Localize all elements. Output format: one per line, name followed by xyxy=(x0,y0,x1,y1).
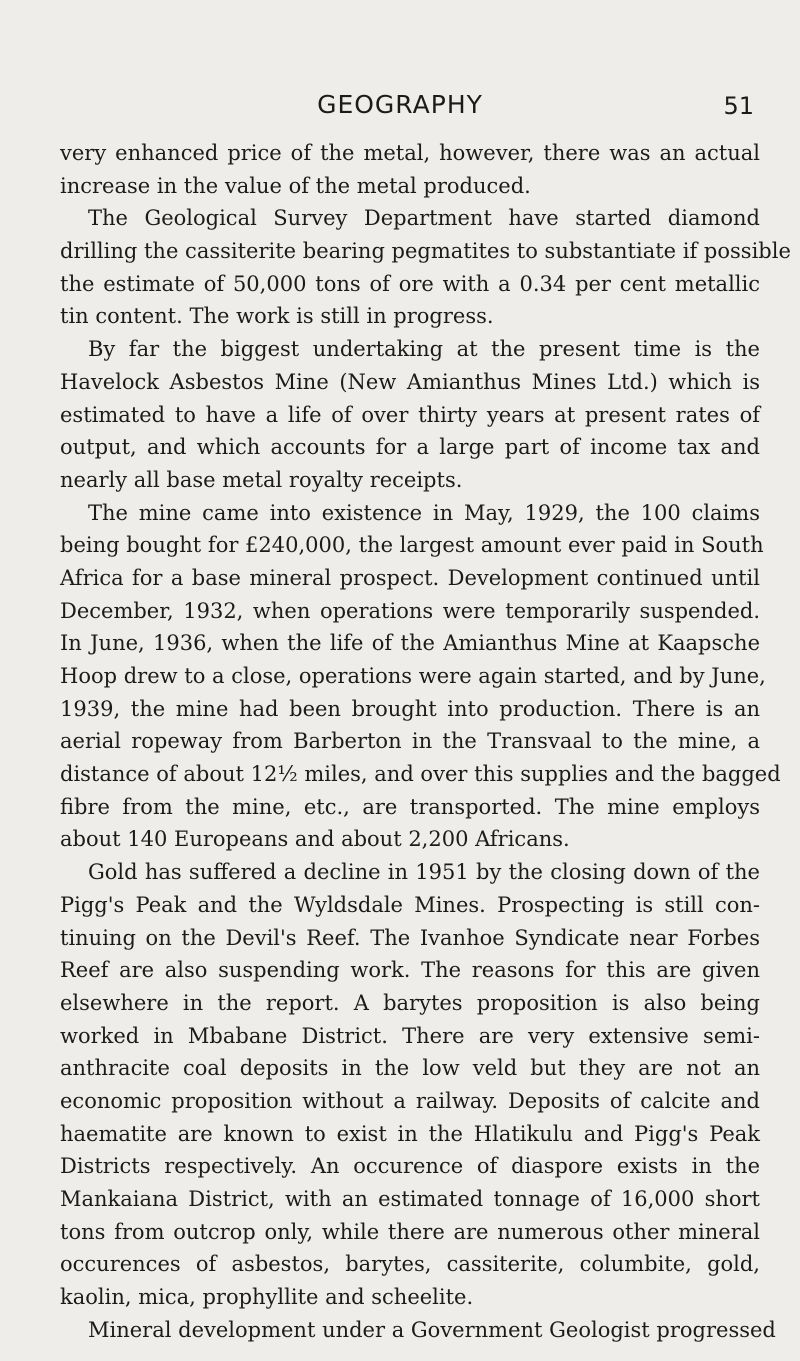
text-line: elsewhere in the report. A barytes proposition is also being xyxy=(60,990,760,1015)
text-line: tinuing on the Devil's Reef. The Ivanhoe Syndicate near Forbes xyxy=(60,925,760,950)
text-line: The mine came into existence in May, 1929, the 100 claims xyxy=(88,500,760,525)
text-line: very enhanced price of the metal, however, there was an actual xyxy=(60,141,760,165)
text-line: economic proposition without a railway. Deposits of calcite and xyxy=(60,1088,760,1113)
text-line: The Geological Survey Department have started diamond xyxy=(88,206,760,231)
text-line: Reef are also suspending work. The reasons for this are given xyxy=(60,958,760,983)
page-number: 51 xyxy=(723,92,754,120)
page-header xyxy=(0,90,800,130)
text-line: By far the biggest undertaking at the present time is the xyxy=(88,337,760,362)
text-line: tin content. The work is still in progress. xyxy=(60,304,494,329)
text-line: Pigg's Peak and the Wyldsdale Mines. Prospecting is still con- xyxy=(60,892,760,917)
text-line: the estimate of 50,000 tons of ore with a 0.34 per cent metallic xyxy=(60,271,760,296)
text-line: Africa for a base mineral prospect. Development continued until xyxy=(60,565,760,590)
running-head: GEOGRAPHY xyxy=(317,90,483,119)
text-line: increase in the value of the metal produced. xyxy=(60,173,531,198)
text-line: In June, 1936, when the life of the Amianthus Mine at Kaapsche xyxy=(60,631,760,656)
text-line: kaolin, mica, prophyllite and scheelite. xyxy=(60,1285,474,1310)
text-line: estimated to have a life of over thirty years at present rates of xyxy=(60,402,760,427)
body-text xyxy=(60,137,791,1346)
text-line: Mankaiana District, with an estimated tonnage of 16,000 short xyxy=(60,1187,760,1211)
text-line: haematite are known to exist in the Hlatikulu and Pigg's Peak xyxy=(60,1121,760,1146)
text-line: fibre from the mine, etc., are transported. The mine employs xyxy=(60,794,760,819)
text-line: nearly all base metal royalty receipts. xyxy=(60,467,463,492)
text-line: drilling the cassiterite bearing pegmatites to substantiate if possible xyxy=(60,239,791,264)
text-line: occurences of asbestos, barytes, cassiterite, columbite, gold, xyxy=(60,1252,760,1277)
text-line: about 140 Europeans and about 2,200 Africans. xyxy=(60,827,570,852)
text-line: anthracite coal deposits in the low veld but they are not an xyxy=(60,1056,760,1081)
text-line: being bought for £240,000, the largest amount ever paid in South xyxy=(60,533,764,558)
text-line: 1939, the mine had been brought into production. There is an xyxy=(60,696,760,721)
text-line: distance of about 12½ miles, and over this supplies and the bagged xyxy=(60,762,781,787)
text-line: Districts respectively. An occurence of diaspore exists in the xyxy=(60,1154,760,1179)
text-line: Gold has suffered a decline in 1951 by the closing down of the xyxy=(88,860,760,885)
text-line: December, 1932, when operations were temporarily suspended. xyxy=(60,598,760,623)
text-line: Havelock Asbestos Mine (New Amianthus Mines Ltd.) which is xyxy=(60,369,760,394)
text-line: output, and which accounts for a large part of income tax and xyxy=(60,435,760,460)
text-line: Hoop drew to a close, operations were again started, and by June, xyxy=(60,664,766,688)
text-line: Mineral development under a Government Geologist progressed xyxy=(88,1317,776,1342)
text-line: worked in Mbabane District. There are very extensive semi- xyxy=(60,1023,760,1048)
text-line: tons from outcrop only, while there are numerous other mineral xyxy=(60,1219,760,1244)
text-line: aerial ropeway from Barberton in the Transvaal to the mine, a xyxy=(60,729,760,754)
